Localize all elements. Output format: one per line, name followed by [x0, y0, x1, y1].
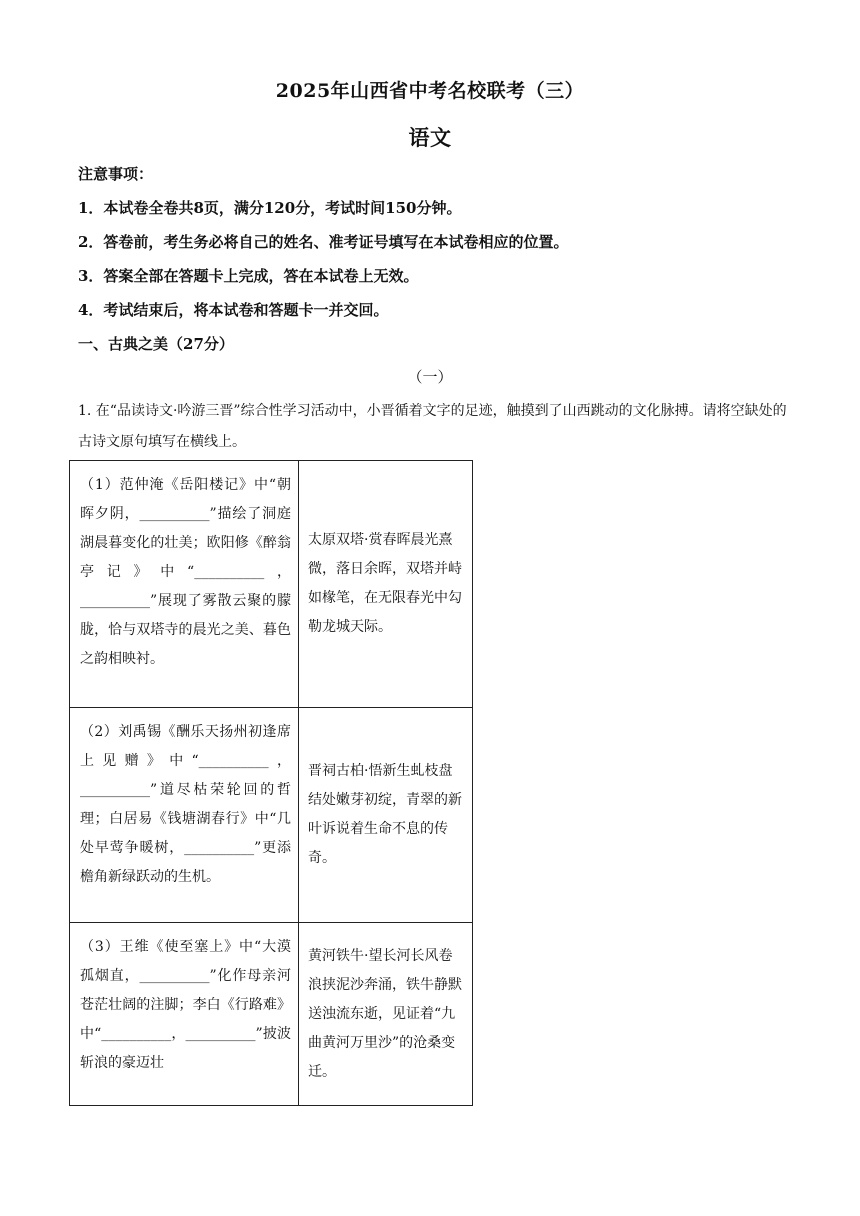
fill-in-cell: （2）刘禹锡《酬乐天扬州初逢席上见赠》中“__________，__________”道尽枯荣轮回的哲理；白居易《钱塘湖春行》中“几处早莺争暖树，__________”更添檐角新绿跃动的生机。	[70, 708, 299, 923]
scene-cell: 晋祠古柏·悟新生虬枝盘结处嫩芽初绽，青翠的新叶诉说着生命不息的传奇。	[299, 708, 473, 923]
part-label: （一）	[407, 368, 453, 386]
subject-title: 语文	[408, 125, 452, 150]
fill-in-cell: （3）王维《使至塞上》中“大漠孤烟直，__________”化作母亲河苍茫壮阔的注脚；李白《行路难》中“__________，__________”披波斩浪的豪迈壮	[70, 923, 299, 1106]
table-row	[70, 923, 473, 1106]
scene-cell: 太原双塔·赏春晖晨光熹微，落日余晖，双塔并峙如椽笔，在无限春光中勾勒龙城天际。	[299, 461, 473, 708]
notice-item: 3．答案全部在答题卡上完成，答在本试卷上无效。	[78, 267, 419, 285]
exam-title: 2025年山西省中考名校联考（三）	[275, 80, 585, 102]
notice-item: 4．考试结束后，将本试卷和答题卡一并交回。	[78, 301, 389, 319]
fill-in-cell: （1）范仲淹《岳阳楼记》中“朝晖夕阴，__________”描绘了洞庭湖晨暮变化的壮美；欧阳修《醉翁亭记》中“__________，__________”展现了雾散云聚的朦胧，恰与双塔寺的晨光之美、暮色之韵相映衬。	[70, 461, 299, 708]
table-row	[70, 708, 473, 923]
poem-table	[69, 460, 473, 1106]
notice-item: 2．答卷前，考生务必将自己的姓名、准考证号填写在本试卷相应的位置。	[78, 233, 569, 251]
section-heading: 一、古典之美（27分）	[78, 335, 234, 353]
table-row	[70, 461, 473, 708]
notice-item: 1．本试卷全卷共8页，满分120分，考试时间150分钟。	[78, 199, 462, 217]
question-text: 1. 在“品读诗文·吟游三晋”综合性学习活动中，小晋循着文字的足迹，触摸到了山西跳动的文化脉搏。请将空缺处的古诗文原句填写在横线上。	[78, 403, 787, 450]
notice-heading: 注意事项：	[78, 165, 154, 183]
scene-cell: 黄河铁牛·望长河长风卷浪挟泥沙奔涌，铁牛静默送浊流东逝，见证着“九曲黄河万里沙”的沧桑变迁。	[299, 923, 473, 1106]
